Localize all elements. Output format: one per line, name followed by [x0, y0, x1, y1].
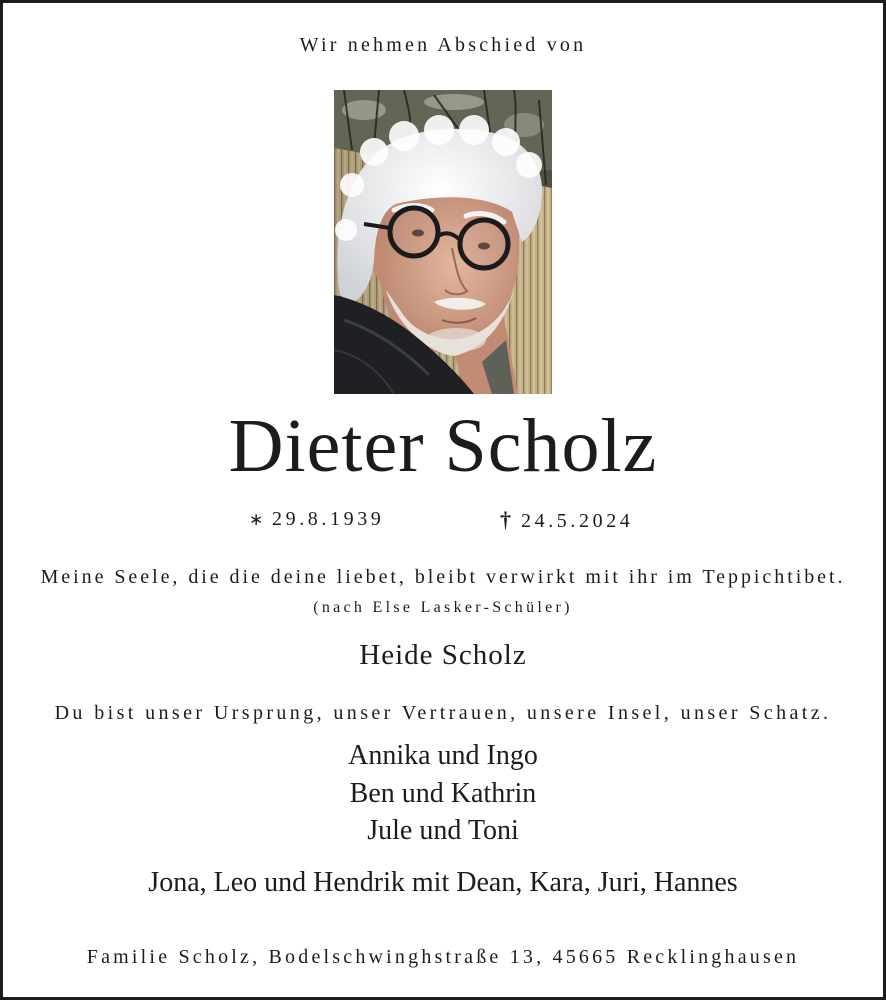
death-date: 24.5.2024 — [521, 510, 634, 532]
children-line: Jule und Toni — [367, 815, 519, 846]
death-date-group — [500, 509, 633, 531]
spouse-name: Heide Scholz — [359, 639, 527, 671]
family-dedication: Du bist unser Ursprung, unser Vertrauen, unsere Insel, unser Schatz. — [54, 702, 832, 724]
quote-source: (nach Else Lasker-Schüler) — [313, 599, 573, 616]
deceased-name: Dieter Scholz — [228, 404, 658, 488]
birth-date: 29.8.1939 — [272, 508, 385, 530]
memorial-quote: Meine Seele, die die deine liebet, bleibt verwirkt mit ihr im Teppichtibet. — [40, 566, 846, 588]
grandchildren-line: Jona, Leo und Hendrik mit Dean, Kara, Juri, Hannes — [148, 867, 738, 898]
birth-star-icon: ∗ — [249, 510, 264, 530]
children-line: Annika und Ingo — [348, 740, 538, 771]
birth-date-group — [249, 509, 384, 529]
children-line: Ben und Kathrin — [349, 778, 537, 809]
death-cross-icon: † — [500, 507, 511, 532]
portrait-photo — [334, 90, 552, 394]
family-address: Familie Scholz, Bodelschwinghstraße 13, 45665 Recklinghausen — [86, 946, 800, 968]
intro-text: Wir nehmen Abschied von — [299, 34, 587, 56]
